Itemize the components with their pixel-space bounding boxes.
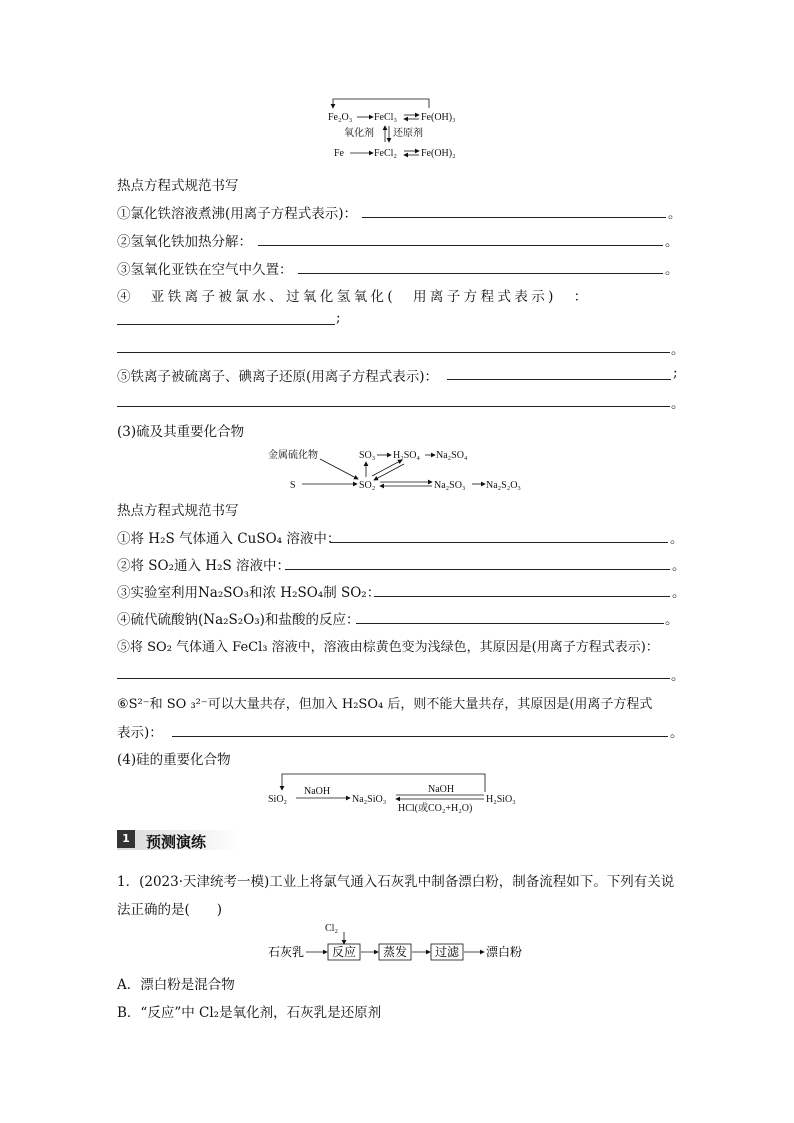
si-sio2: SiO₂ [268,794,288,805]
s-na2s2o3: Na₂S₂O₃ [486,480,521,491]
flow-step3: 过滤 [435,945,460,959]
silicon-diagram [262,770,542,816]
answer-line[interactable] [258,245,663,246]
iron-feoh2: Fe(OH)₂ [421,148,456,159]
iron-feoh3: Fe(OH)₃ [421,112,456,123]
option-a[interactable]: A．漂白粉是混合物 [117,977,235,993]
iron-diagram [320,96,490,162]
sulfur-item-5: ⑤将 SO₂ 气体通入 FeCl₃ 溶液中，溶液由棕黄色变为浅绿色，其原因是(用离子方程式表示)： [117,640,659,655]
s-na2so3: Na₂SO₃ [434,480,466,491]
iron-item-5: ⑤铁离子被硫离子、碘离子还原(用离子方程式表示)： [117,369,439,385]
answer-line[interactable] [172,736,668,737]
s-so3: SO₃ [359,450,376,461]
iron-fecl3: FeCl₃ [374,112,397,123]
si-naoh-1: NaOH [304,786,331,797]
flow-start: 石灰乳 [268,945,305,959]
sulfur-item-2: ②将 SO₂通入 H₂S 溶液中： [117,558,291,574]
s-metal-sulfide: 金属硫化物 [268,450,318,461]
iron-fecl2: FeCl₂ [374,148,397,159]
iron-item-2: ②氢氧化铁加热分解： [117,234,252,250]
sulfur-item-1: ①将 H₂S 气体通入 CuSO₄ 溶液中： [117,531,341,547]
question-1-line1: 1．(2023·天津统考一模)工业上将氯气通入石灰乳中制备漂白粉，制备流程如下。下列有关说 [117,874,675,890]
process-flow [266,920,526,964]
iron-fe2o3: Fe₂O₃ [328,112,353,123]
option-b[interactable]: B．“反应”中 Cl₂是氧化剂，石灰乳是还原剂 [117,1005,382,1021]
answer-line[interactable] [117,678,670,679]
answer-line[interactable] [330,542,668,543]
silicon-title: (4)硅的重要化合物 [117,752,231,768]
sulfur-item-6-cont: 表示)： [117,725,163,741]
s-h2so4: H₂SO₄ [393,450,420,461]
answer-line[interactable] [117,352,670,353]
iron-item-4: ④ 亚铁离子被氯水、过氧化氢氧化( 用离子方程式表示) ： [117,289,591,305]
answer-line[interactable] [374,596,670,597]
s-na2so4: Na₂SO₄ [436,450,468,461]
practice-header: 预测演练 [146,833,207,851]
answer-line[interactable] [447,379,671,380]
si-na2sio3: Na₂SiO₃ [352,794,387,805]
sulfur-heading: 热点方程式规范书写 [117,503,239,519]
answer-line[interactable] [298,273,663,274]
flow-step1: 反应 [332,945,357,959]
si-hcl: HCl(或CO₂+H₂O) [398,803,473,814]
answer-line[interactable] [117,406,670,407]
iron-item-3: ③氢氧化亚铁在空气中久置： [117,262,293,278]
si-h2sio3: H₂SiO₃ [486,794,516,805]
flow-step2: 蒸发 [383,945,408,959]
si-naoh-2: NaOH [428,784,455,795]
flow-end: 漂白粉 [486,945,523,959]
sulfur-title: (3)硫及其重要化合物 [117,424,245,440]
answer-line[interactable] [362,217,666,218]
flow-cl2: Cl₂ [325,923,338,934]
iron-heading: 热点方程式规范书写 [117,178,239,194]
practice-badge: 1 [117,830,135,848]
question-1-line2: 法正确的是( ) [117,902,223,918]
sulfur-item-3: ③实验室利用Na₂SO₃和浓 H₂SO₄制 SO₂： [117,585,381,601]
answer-line[interactable] [117,324,335,325]
reductant-label: 还原剂 [393,128,423,139]
sulfur-item-6: ⑥S²⁻和 SO ₃²⁻可以大量共存，但加入 H₂SO₄ 后，则不能大量共存，其原因是(用离子方程式 [117,697,653,712]
iron-item-1: ①氯化铁溶液煮沸(用离子方程式表示)： [117,206,358,222]
answer-line[interactable] [285,569,670,570]
sulfur-diagram [262,442,542,492]
s-so2: SO₂ [359,480,376,491]
iron-fe: Fe [334,148,344,159]
oxidant-label: 氧化剂 [344,128,374,139]
s-sulfur: S [290,480,296,491]
sulfur-item-4: ④硫代硫酸钠(Na₂S₂O₃)和盐酸的反应： [117,612,360,628]
answer-line[interactable] [356,623,664,624]
